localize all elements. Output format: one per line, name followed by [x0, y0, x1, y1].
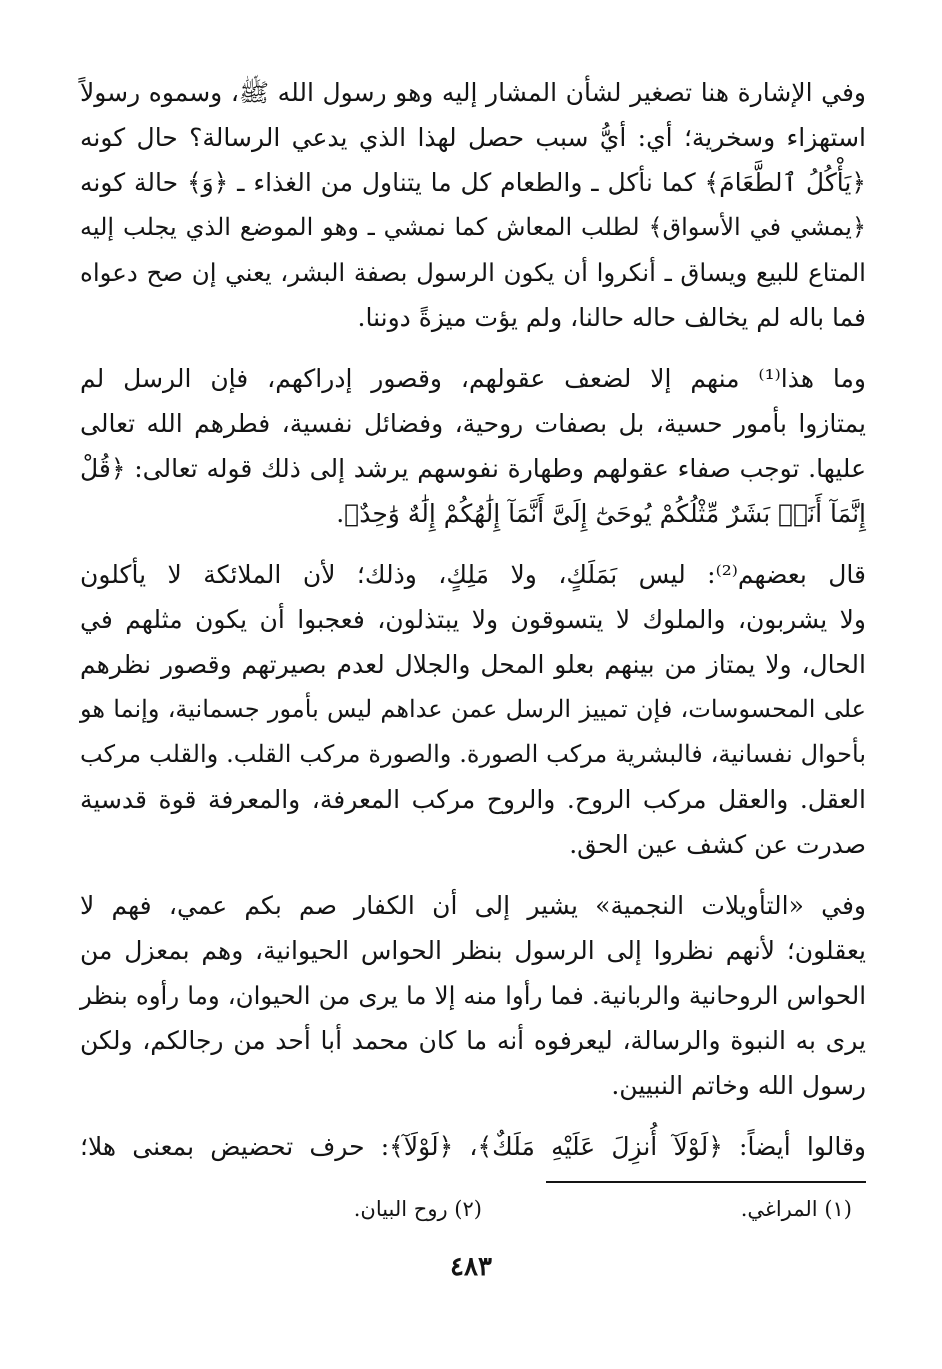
text-line: ﴿يَأْكُلُ ٱلطَّعَامَ﴾ كما نأكل ـ والطعام كل ما يتناول من الغذاء ـ ﴿وَ﴾ حالة كونه	[80, 168, 866, 197]
footnote-2: (٢) روح البيان.	[353, 1197, 482, 1221]
text-line: وما هذا⁽¹⁾ منهم إلا لضعف عقولهم، وقصور إدراكهم، فإن الرسل لم	[80, 364, 866, 393]
paragraph-2	[80, 356, 866, 536]
text-line: ﴿يمشي في الأسواق﴾ لطلب المعاش كما نمشي ـ وهو الموضع الذي يجلب إليه	[80, 213, 866, 241]
text-line: استهزاء وسخرية؛ أي: أيُّ سبب حصل لهذا الذي يدعي الرسالة؟ حال كونه	[80, 123, 866, 152]
text-line: الحواس الروحانية والربانية. فما رأوا منه إلا ما يرى من الحيوان، وما رأوه بنظر	[80, 981, 866, 1010]
text-line: وفي الإشارة هنا تصغير لشأن المشار إليه وهو رسول الله ﷺ، وسموه رسولاً	[80, 78, 866, 107]
footnotes	[112, 1193, 852, 1225]
text-line: يعقلون؛ لأنهم نظروا إلى الرسول بنظر الحواس الحيوانية، وهم بمعزل من	[80, 936, 866, 965]
text-line: وقالوا أيضاً: ﴿لَوْلَآ أُنزِلَ عَلَيْهِ مَلَكٌ﴾، ﴿لَوْلَآ﴾: حرف تحضيض بمعنى هلا؛	[80, 1132, 866, 1161]
text-line: إِنَّمَآ أَنَا۠ بَشَرٌ مِّثْلُكُمْ يُوحَىٰٓ إِلَىَّ أَنَّمَآ إِلَٰهُكُمْ إِلَٰهٌ وَٰحِدٌ﴾.	[336, 499, 866, 528]
paragraph-3	[80, 552, 866, 867]
text-line: عليها. توجب صفاء عقولهم وطهارة نفوسهم يرشد إلى ذلك قوله تعالى: ﴿قُلْ	[80, 454, 866, 483]
text-line: المتاع للبيع ويساق ـ أنكروا أن يكون الرسول بصفة البشر، يعني إن صح دعواه	[80, 258, 866, 287]
text-line: صدرت عن كشف عين الحق.	[569, 830, 866, 859]
text-line: قال بعضهم⁽²⁾: ليس بَمَلَكٍ، ولا مَلِكٍ، وذلك؛ لأن الملائكة لا يأكلون	[80, 560, 866, 589]
text-line: يمتازوا بأمور حسية، بل بصفات روحية، وفضائل نفسية، فطرهم الله تعالى	[80, 409, 866, 438]
page-number: ٤٨٣	[450, 1252, 492, 1282]
footnote-divider	[546, 1181, 866, 1183]
text-line: على المحسوسات، فإن تمييز الرسل عمن عداهم ليس بأمور جسمانية، وإنما هو	[80, 695, 866, 723]
text-line: العقل. والعقل مركب الروح. والروح مركب المعرفة، والمعرفة قوة قدسية	[80, 785, 866, 814]
text-line: وفي «التأويلات النجمية» يشير إلى أن الكفار صم بكم عمي، فهم لا	[80, 891, 866, 920]
paragraph-5	[80, 1124, 866, 1169]
text-line: فما باله لم يخالف حاله حالنا، ولم يؤت ميزةً دوننا.	[357, 303, 866, 332]
paragraph-1	[80, 70, 866, 340]
text-line: بأحوال نفسانية، فالبشرية مركب الصورة. والصورة مركب القلب. والقلب مركب	[80, 740, 866, 768]
paragraph-4	[80, 883, 866, 1108]
page-body	[80, 70, 866, 1185]
text-line: الحال، ولا يمتاز من بينهم بعلو المحل والجلال لعدم بصيرتهم وقصور نظرهم	[80, 650, 866, 679]
text-line: رسول الله وخاتم النبيين.	[611, 1071, 866, 1100]
text-line: ولا يشربون، والملوك لا يتسوقون ولا يبتذلون، فعجبوا أن يكون مثلهم في	[80, 605, 866, 634]
footnote-1: (١) المراغي.	[740, 1197, 852, 1221]
text-line: يرى به النبوة والرسالة، ليعرفوه أنه ما كان محمد أبا أحد من رجالكم، ولكن	[80, 1026, 866, 1055]
